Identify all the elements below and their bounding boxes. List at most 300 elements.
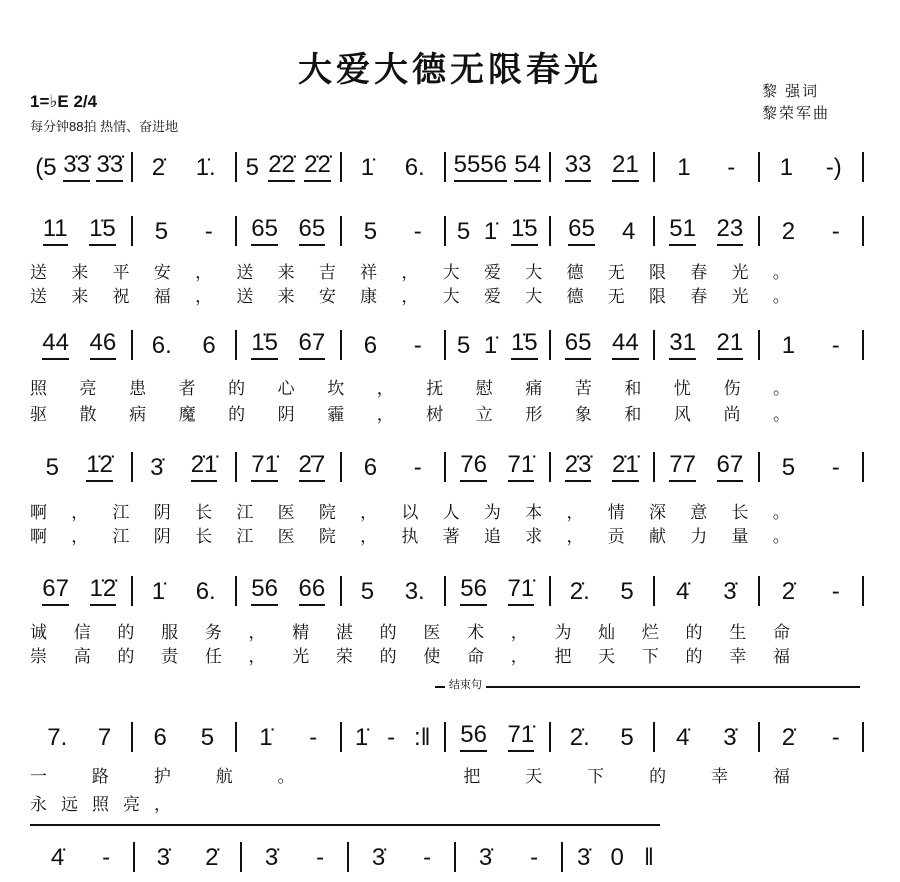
note-group: ‖ (643, 844, 654, 871)
note-group: 5 (154, 218, 169, 245)
lyric-char (340, 762, 357, 787)
lyric-char: ， (401, 287, 419, 307)
note-group: 1̇2̇ (86, 451, 113, 482)
note-group: 44 (612, 329, 639, 360)
note-group: 1̇ (259, 724, 273, 751)
lyric-char: ， (566, 527, 584, 547)
note-group: 3̇ (150, 454, 164, 481)
note-group: 1̇ (483, 218, 498, 245)
lyric-char: 江 (236, 503, 254, 523)
lyric-char: 光 (731, 287, 749, 307)
measure (551, 578, 654, 606)
measure (446, 721, 549, 752)
note-group: 46 (90, 329, 117, 360)
note-group: 2̇1̇ (191, 451, 218, 482)
note-group: 71̇ (508, 575, 535, 606)
lyric-char: ， (360, 527, 378, 547)
note-group: 2̇7 (299, 451, 326, 482)
lyric-char: 祝 (112, 287, 130, 307)
measure (237, 451, 340, 482)
lyric-char: 限 (648, 263, 666, 283)
lyric-char: 的 (685, 623, 703, 643)
lyric-char: 啊 (30, 503, 47, 523)
lyric-char: 阴 (277, 405, 295, 425)
note-group: 2 (781, 218, 796, 245)
measure (446, 329, 549, 360)
lyric-line (30, 282, 790, 307)
lyric-char: ， (376, 405, 394, 425)
lyric-char: 苦 (574, 379, 592, 399)
note-group: 4̇ (50, 844, 65, 871)
note-group: 56 (460, 575, 487, 606)
note-group: 1̇5 (511, 329, 538, 360)
lyric-char: ， (510, 647, 528, 667)
lyric-char: ， (376, 379, 394, 399)
lyric-char: 象 (574, 405, 592, 425)
measure (760, 454, 863, 482)
lyric-char: 高 (73, 647, 91, 667)
note-group: - (413, 218, 422, 245)
note-group: 1 (779, 154, 794, 181)
note-group: - (727, 154, 736, 181)
lyric-char: 忧 (673, 379, 691, 399)
lyric-char: 风 (673, 405, 691, 425)
note-group: 1̇. (195, 154, 216, 181)
measure (760, 332, 863, 360)
lyric-char: ， (195, 263, 213, 283)
measure (28, 151, 131, 182)
lyric-char: 天 (525, 767, 543, 787)
measure (133, 154, 236, 182)
lyric-char: 的 (685, 647, 703, 667)
lyric-line (30, 642, 790, 667)
lyric-char: 送 (236, 287, 254, 307)
note-group: - (831, 218, 840, 245)
measure (655, 578, 758, 606)
measure (446, 151, 549, 182)
lyric-line (30, 618, 790, 643)
measure (237, 151, 340, 182)
note-group: 65 (568, 215, 595, 246)
note-group: 7 (97, 724, 112, 751)
lyric-char: 春 (690, 263, 708, 283)
lyric-char: 江 (112, 527, 130, 547)
lyric-char: 江 (112, 503, 130, 523)
measure (133, 332, 236, 360)
note-group: 6 (363, 454, 378, 481)
score-line (28, 572, 864, 606)
bar-line (862, 452, 864, 482)
note-group: 5 (360, 578, 375, 605)
score-line (28, 148, 864, 182)
note-group: 6 (363, 332, 378, 359)
lyric-char: 的 (379, 647, 397, 667)
note-group: 33 (565, 151, 592, 182)
measure (242, 844, 347, 872)
lyric-char: 来 (71, 287, 89, 307)
score-line (28, 326, 864, 360)
note-group: 65 (565, 329, 592, 360)
note-group: 5 (456, 218, 471, 245)
lyric-char: 抚 (426, 379, 444, 399)
note-group: 1̇ (354, 724, 369, 751)
lyric-char: 患 (129, 379, 147, 399)
lyric-char: 。 (772, 287, 790, 307)
note-group: 7. (47, 724, 68, 751)
lyric-char: 大 (442, 263, 460, 283)
score-line (28, 212, 864, 246)
lyricist-credit: 黎 强词 (762, 83, 820, 100)
lyric-char: 散 (79, 405, 97, 425)
lyric-char: 把 (554, 647, 572, 667)
note-group: 4 (622, 218, 636, 245)
lyric-char: 形 (525, 405, 543, 425)
lyric-char: 爱 (483, 287, 501, 307)
tempo-marking: 每分钟88拍 热情、奋进地 (30, 119, 179, 134)
song-title: 大爱大德无限春光 (298, 50, 602, 90)
note-group: - (831, 332, 840, 359)
lyric-char: 人 (442, 503, 460, 523)
measure (446, 451, 549, 482)
lyric-char: 安 (318, 287, 336, 307)
lyric-char: 亮 (79, 379, 97, 399)
lyric-char: 霾 (327, 405, 345, 425)
measure (760, 154, 863, 182)
lyric-char: 慰 (475, 379, 493, 399)
lyric-char: ， (566, 503, 584, 523)
note-group: 3̇ (723, 578, 737, 605)
measure (28, 451, 131, 482)
note-group: 6 (153, 724, 167, 751)
note-group: - (413, 332, 422, 359)
lyric-char: 限 (648, 287, 666, 307)
lyric-char: ， (71, 527, 89, 547)
lyric-char: 祥 (360, 263, 378, 283)
lyric-line (30, 374, 790, 399)
note-group: 65 (251, 215, 278, 246)
note-group: 1̇5 (511, 215, 538, 246)
lyric-char: 安 (153, 263, 171, 283)
lyric-char: 量 (731, 527, 749, 547)
note-group: 1̇ (483, 332, 498, 359)
lyric-char: 烂 (641, 623, 659, 643)
lyric-char: 伤 (723, 379, 741, 399)
note-group: 3̇3̇ (63, 151, 90, 182)
lyric-char: 者 (178, 379, 196, 399)
note-group: 11 (43, 215, 68, 246)
measure (655, 451, 758, 482)
note-group: 76 (460, 451, 487, 482)
lyric-char: 驱 (30, 405, 47, 425)
lyric-char: 的 (379, 623, 397, 643)
lyric-char: 为 (554, 623, 572, 643)
bar-line (862, 152, 864, 182)
measure (655, 724, 758, 752)
measure (551, 451, 654, 482)
lyric-char: 护 (153, 767, 171, 787)
note-group: 2̇ (205, 844, 219, 871)
note-group: - (387, 724, 396, 751)
note-group: 5 (620, 578, 634, 605)
measure (760, 218, 863, 246)
note-group: 77 (669, 451, 696, 482)
lyric-char: 光 (292, 647, 310, 667)
measure (655, 154, 758, 182)
measure (28, 215, 131, 246)
lyric-char: 以 (401, 503, 419, 523)
lyric-char: 务 (204, 623, 222, 643)
note-group: 2̇ (781, 724, 796, 751)
lyric-char: 灿 (598, 623, 616, 643)
lyric-char: 阴 (153, 503, 171, 523)
measure (760, 724, 863, 752)
lyric-char: 意 (690, 503, 708, 523)
note-group: 31 (669, 329, 696, 360)
lyric-char: 的 (117, 647, 135, 667)
note-group: - (309, 724, 318, 751)
note-group: - (316, 844, 325, 871)
lyric-char: 院 (318, 527, 336, 547)
note-group: 67 (299, 329, 326, 360)
note-group: 4̇ (675, 578, 690, 605)
note-group: 56 (251, 575, 278, 606)
lyric-char: 崇 (30, 647, 47, 667)
composer-credit: 黎荣军曲 (762, 105, 831, 122)
note-group: 6 (202, 332, 216, 359)
lyric-char: 树 (426, 405, 444, 425)
lyric-line: 永远照亮， (30, 795, 185, 815)
note-group: 2̇2̇ (304, 151, 331, 182)
lyric-char: 。 (772, 379, 790, 399)
lyric-line (30, 522, 790, 547)
note-group: 1 (781, 332, 796, 359)
lyric-char: 照 (30, 379, 47, 399)
note-group: 1̇2̇ (90, 575, 117, 606)
lyric-char: 的 (228, 405, 246, 425)
lyric-char: ， (248, 623, 266, 643)
lyric-char: 下 (641, 647, 659, 667)
measure (237, 575, 340, 606)
measure (342, 218, 445, 246)
lyric-char: 追 (483, 527, 501, 547)
measure (28, 844, 133, 872)
note-group: - (831, 578, 840, 605)
note-group: 5 (620, 724, 634, 751)
note-group: 3̇ (723, 724, 737, 751)
lyric-char: 送 (30, 263, 47, 283)
note-group: - (102, 844, 111, 871)
measure (342, 332, 445, 360)
score-line (28, 448, 864, 482)
bar-line (862, 722, 864, 752)
note-group: (5 (35, 154, 57, 181)
lyric-char: 病 (129, 405, 147, 425)
lyric-char: 无 (607, 263, 625, 283)
measure (135, 844, 240, 872)
lyric-char: 来 (277, 287, 295, 307)
lyric-char: 命 (772, 623, 790, 643)
measure (342, 724, 445, 752)
lyric-char: 江 (236, 527, 254, 547)
lyric-char: ， (360, 503, 378, 523)
lyric-char: 下 (587, 767, 605, 787)
note-group: 5 (456, 332, 471, 359)
note-group: 23 (717, 215, 744, 246)
note-group: :‖ (413, 724, 431, 751)
note-group: 5 (45, 454, 59, 481)
measure (551, 724, 654, 752)
lyric-line (30, 258, 790, 283)
bar-line (862, 330, 864, 360)
note-group: 1 (677, 154, 691, 181)
note-group: 2̇2̇ (268, 151, 295, 182)
note-group: 2̇. (569, 724, 590, 751)
measure (133, 218, 236, 246)
note-group: 2̇1̇ (612, 451, 639, 482)
measure (28, 575, 131, 606)
measure (655, 329, 758, 360)
lyric-char: 春 (690, 287, 708, 307)
lyric-char (401, 762, 418, 787)
lyric-char: 吉 (318, 263, 336, 283)
note-group: 0 (610, 844, 624, 871)
measure (237, 329, 340, 360)
note-group: 3̇ (371, 844, 386, 871)
lyric-char: 魔 (178, 405, 196, 425)
lyric-char: 德 (566, 263, 584, 283)
lyric-char: 责 (161, 647, 179, 667)
lyric-char: 院 (318, 503, 336, 523)
lyric-char: 平 (112, 263, 130, 283)
measure (446, 215, 549, 246)
measure (133, 451, 236, 482)
lyric-char: 的 (649, 767, 667, 787)
note-group: 1̇5 (89, 215, 116, 246)
lyric-char: 。 (772, 503, 790, 523)
measure (655, 215, 758, 246)
lyric-char: 阴 (153, 527, 171, 547)
lyric-char: 啊 (30, 527, 47, 547)
lyric-char: 信 (73, 623, 91, 643)
measure (551, 215, 654, 246)
lyric-char: 诚 (30, 623, 47, 643)
note-group: 1̇5 (251, 329, 278, 360)
note-group: 5556 (454, 151, 507, 182)
lyric-char: ， (248, 647, 266, 667)
ending-label: 结束句 (445, 676, 486, 692)
note-group: 3̇ (478, 844, 493, 871)
measure (28, 329, 131, 360)
lyric-char: 福 (153, 287, 171, 307)
lyric-char: 医 (423, 623, 441, 643)
lyric-char: 执 (401, 527, 419, 547)
measure (237, 724, 340, 752)
measure (551, 151, 654, 182)
lyric-char: 长 (195, 527, 213, 547)
note-group: 3. (404, 578, 425, 605)
lyric-char: 光 (731, 263, 749, 283)
lyric-char: 使 (423, 647, 441, 667)
lyric-char: 精 (292, 623, 310, 643)
lyric-char: 福 (772, 647, 790, 667)
measure (28, 724, 131, 752)
lyric-char: 康 (360, 287, 378, 307)
note-group: 5 (781, 454, 796, 481)
lyric-char: 。 (772, 405, 790, 425)
lyric-char: 。 (772, 527, 790, 547)
lyric-char: 大 (525, 287, 543, 307)
note-group: 3̇ (264, 844, 279, 871)
lyric-char: 深 (648, 503, 666, 523)
lyric-char: 福 (772, 767, 790, 787)
lyric-char: 天 (598, 647, 616, 667)
measure (342, 454, 445, 482)
note-group: 67 (42, 575, 69, 606)
lyric-char: 大 (525, 263, 543, 283)
lyric-char: ， (401, 263, 419, 283)
lyric-char: 大 (442, 287, 460, 307)
lyric-char: 的 (117, 623, 135, 643)
measure (563, 844, 668, 872)
lyric-char: 一 (30, 767, 47, 787)
note-group: 2̇. (569, 578, 590, 605)
measure (349, 844, 454, 872)
note-group: - (831, 724, 840, 751)
note-group: 54 (514, 151, 541, 182)
note-group: 71̇ (251, 451, 278, 482)
lyric-char: 心 (277, 379, 295, 399)
note-group: 5 (200, 724, 215, 751)
lyric-char: ， (71, 503, 89, 523)
lyric-char: 生 (729, 623, 747, 643)
lyric-char: 无 (607, 287, 625, 307)
note-group: 5 (245, 154, 259, 181)
measure (342, 154, 445, 182)
lyric-char: 的 (228, 379, 246, 399)
note-group: - (204, 218, 213, 245)
lyric-char: 力 (690, 527, 708, 547)
lyric-char: 贡 (607, 527, 625, 547)
note-group: 2̇3̇ (565, 451, 592, 482)
note-group: 6. (404, 154, 425, 181)
note-group: 71̇ (508, 721, 535, 752)
note-group: - (413, 454, 422, 481)
lyric-char: ， (510, 623, 528, 643)
lyric-char: 幸 (729, 647, 747, 667)
lyric-line (30, 762, 790, 787)
lyric-char: 医 (277, 503, 295, 523)
note-group: 2̇ (151, 154, 166, 181)
note-group: 56 (460, 721, 487, 752)
lyric-char: 来 (71, 263, 89, 283)
note-group: 67 (717, 451, 744, 482)
measure (133, 578, 236, 606)
note-group: 1̇ (360, 154, 375, 181)
lyric-line (30, 400, 790, 425)
note-group: 21 (717, 329, 744, 360)
measure (133, 724, 236, 752)
note-group: - (423, 844, 432, 871)
note-group: 44 (42, 329, 69, 360)
lyric-char: 立 (475, 405, 493, 425)
measure (446, 575, 549, 606)
score-line (28, 718, 864, 752)
key-signature: 1=♭E 2/4 (30, 92, 98, 111)
lyric-char: 命 (467, 647, 485, 667)
lyric-char: 和 (624, 379, 642, 399)
note-group: 3̇ (577, 844, 591, 871)
lyric-char: 爱 (483, 263, 501, 283)
